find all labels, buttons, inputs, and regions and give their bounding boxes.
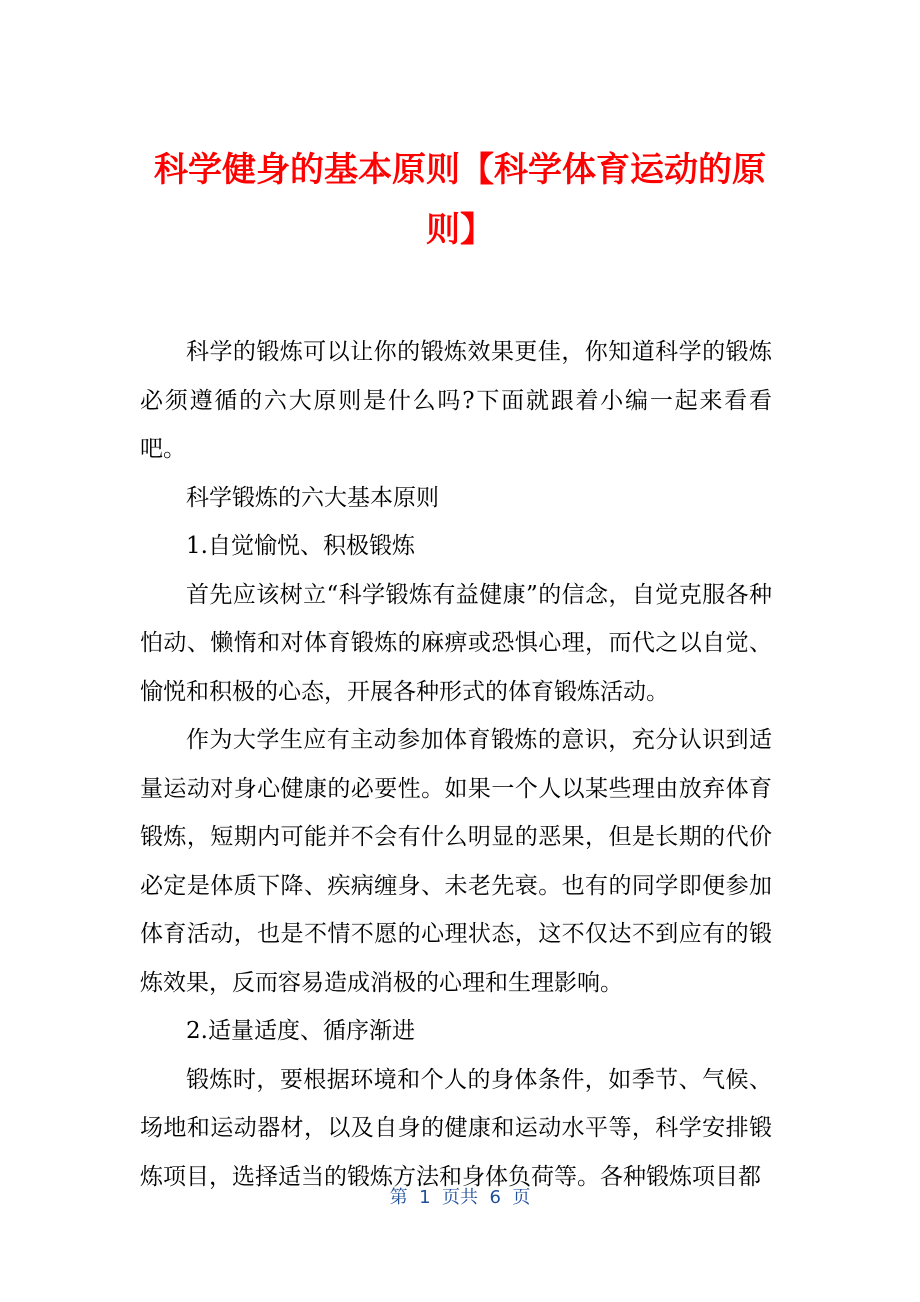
- document-title: 科学健身的基本原则【科学体育运动的原则】: [154, 150, 766, 250]
- paragraph-body-1b: 作为大学生应有主动参加体育锻炼的意识，充分认识到适量运动对身心健康的必要性。如果一个人以某些理由放弃体育锻炼，短期内可能并不会有什么明显的恶果，但是长期的代价必定是体质下降、疾病缠身、未老先衰。也有的同学即便参加体育活动，也是不情不愿的心理状态，这不仅达不到应有的锻炼效果，反而容易造成消极的心理和生理影响。: [140, 727, 772, 996]
- paragraph-body-1a: 首先应该树立“科学锻炼有益健康”的信念，自觉克服各种怕动、懒惰和对体育锻炼的麻痹或恐惧心理，而代之以自觉、愉悦和积极的心态，开展各种形式的体育锻炼活动。: [140, 581, 772, 705]
- paragraph-intro: 科学的锻炼可以让你的锻炼效果更佳，你知道科学的锻炼必须遵循的六大原则是什么吗?下面就跟着小编一起来看看吧。: [140, 339, 772, 462]
- paragraph-heading-principles: 科学锻炼的六大基本原则: [186, 484, 439, 511]
- paragraph-heading-1: 1.自觉愉悦、积极锻炼: [186, 533, 415, 559]
- paragraph-body-2a: 锻炼时，要根据环境和个人的身体条件，如季节、气候、场地和运动器材，以及自身的健康和运动水平等，科学安排锻炼项目，选择适当的锻炼方法和身体负荷等。各种锻炼项目都: [140, 1066, 772, 1190]
- document-body: [140, 328, 772, 1201]
- page-number: 第 1 页共 6 页: [389, 1187, 531, 1208]
- paragraph-heading-2: 2.适量适度、循序渐进: [186, 1018, 415, 1044]
